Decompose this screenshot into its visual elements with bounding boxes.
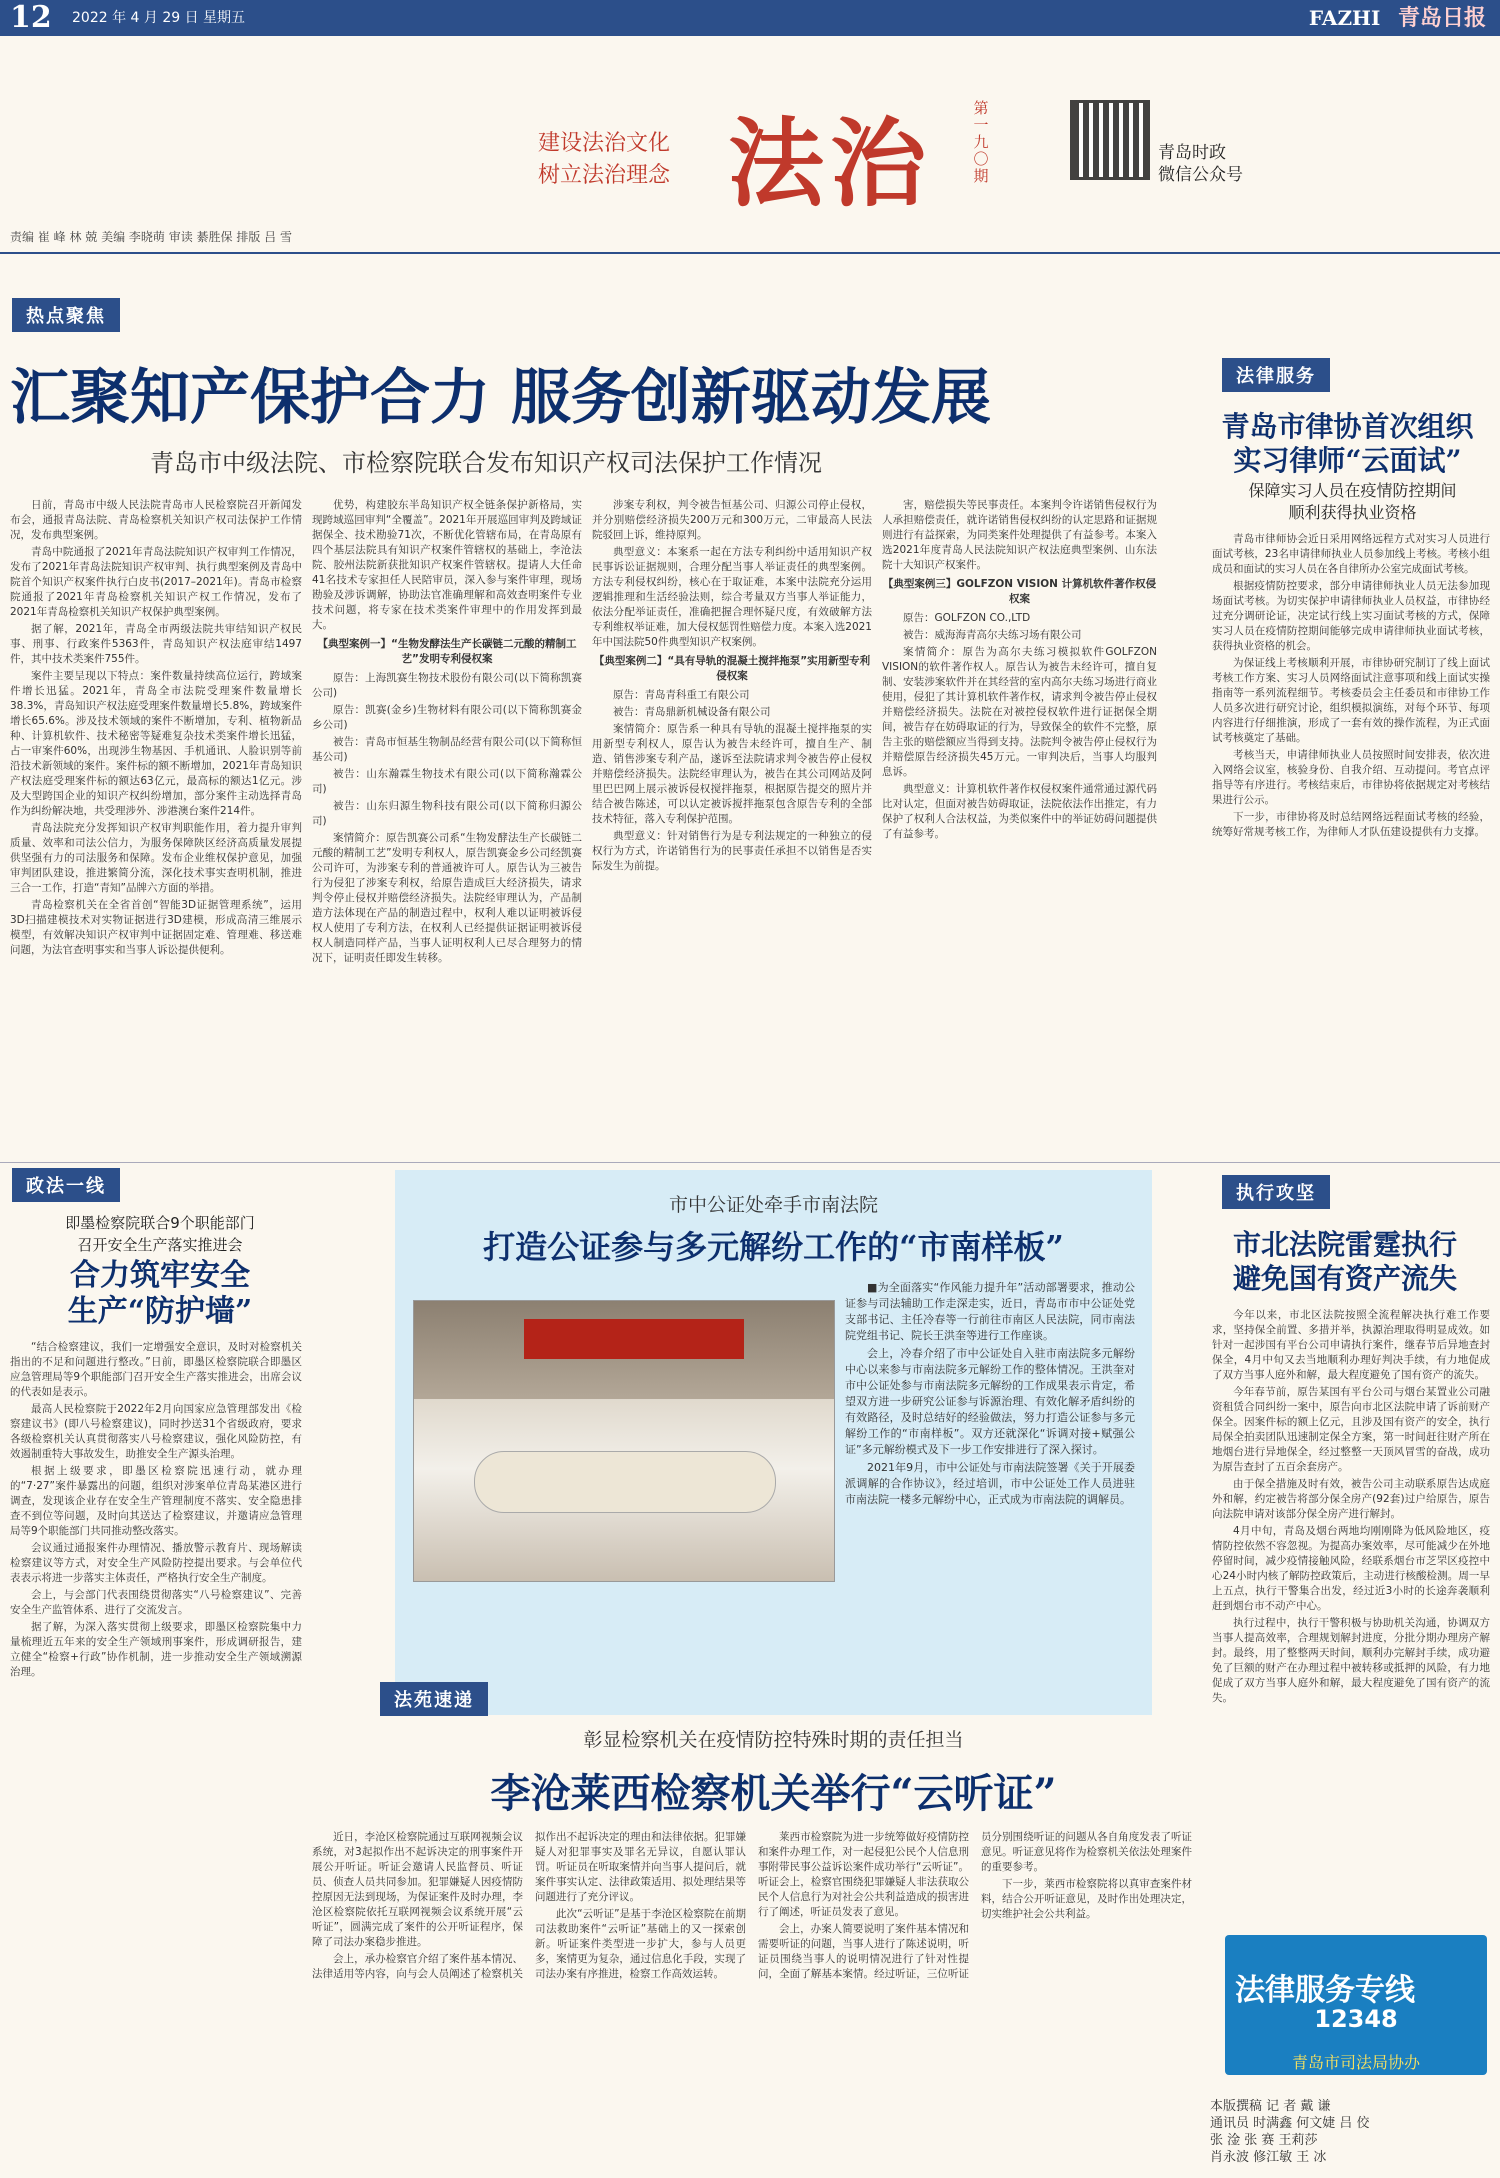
slogan-1: 建设法治文化 xyxy=(537,131,670,156)
section-tag-hot: 热点聚焦 xyxy=(12,298,120,332)
credits-block xyxy=(1210,2098,1370,2166)
exec-headline xyxy=(1200,1228,1490,1296)
paragraph: 害，赔偿损失等民事责任。本案判令许诺销售侵权行为人承担赔偿责任，就许诺销售侵权纠纷的认定思路和证据规则进行有益探索，为同类案件处理提供了有益参考。本案入选2021年度青岛人民法院知识产权法庭典型案例、山东法院十大知识产权案件。 xyxy=(882,499,1157,571)
section-tag-politics: 政法一线 xyxy=(12,1168,120,1202)
credit-line: 张 淦 张 赛 王莉莎 xyxy=(1210,2133,1318,2148)
masthead-slogan xyxy=(505,128,670,192)
photo-table xyxy=(474,1451,776,1513)
exec-title-1: 市北法院雷霆执行 xyxy=(1232,1228,1457,1261)
hotline-ad xyxy=(1225,1935,1487,2075)
masthead-divider xyxy=(0,252,1500,254)
page-number: 12 xyxy=(10,0,52,35)
section-divider xyxy=(0,1162,1500,1163)
paragraph: 会上，承办检察官介绍了案件基本情况、法律适用等内容，向与会人员阐述了检察机关拟作出不起诉决定的理由和法律依据。犯罪嫌疑人对犯罪事实及罪名无异议，自愿认罪认罚。听证员在听取案情并向当事人提问后，就案件事实认定、法律政策适用、拟处理结果等问题进行了充分评议。 xyxy=(312,1831,746,1980)
paragraph: 涉案专利权，判令被告恒基公司、归源公司停止侵权，并分别赔偿经济损失200万元和300万元，二审最高人民法院驳回上诉，维持原判。 xyxy=(592,499,872,541)
paragraph: 优势，构建胶东半岛知识产权全链条保护新格局，实现跨域巡回审判“全覆盖”。2021年开展巡回审判及跨域证据保全、技术勘验71次，不断优化管辖布局，在青岛原有四个基层法院具有知识产权案件管辖权的基础上，李沧法院、胶州法院新获批知识产权案件管辖权。提请人大任命41名技术专家担任人民陪审员，深入参与案件审理，现场勘验及涉诉调解，协助法官准确理解和高效查明案件专业技术问题，将专家在技术类案件审理中的作用发挥到最大。 xyxy=(312,499,582,631)
paragraph: 原告：上海凯赛生物技术股份有限公司(以下简称凯赛公司) xyxy=(312,672,582,699)
lead-column-1 xyxy=(10,498,302,1158)
qr-label-1: 青岛时政 xyxy=(1158,143,1226,163)
paragraph: 2021年9月，市中公证处与市南法院签署《关于开展委派调解的合作协议》，经过培训，市中公证处工作人员进驻市南法院一楼多元解纷中心，正式成为市南法院的调解员。 xyxy=(845,1461,1135,1506)
paragraph: 今年春节前，原告某国有平台公司与烟台某置业公司融资租赁合同纠纷一案中，原告向市北区法院申请了诉前财产保全。因案件标的额上亿元，且涉及国有资产的安全，执行局保全拍卖团队迅速制定保全方案，第一时间赶往财产所在地烟台进行异地保全，经过整整一天顶风冒雪的奋战，成功为原告查封了五百余套房产。 xyxy=(1212,1386,1490,1473)
section-tag-legal: 法律服务 xyxy=(1222,358,1330,392)
slogan-2: 树立法治理念 xyxy=(537,163,670,188)
issue-date: 2022 年 4 月 29 日 星期五 xyxy=(72,10,246,26)
paragraph: 案情简介：原告凯赛公司系“生物发酵法生产长碳链二元酸的精制工艺”发明专利权人，原告凯赛金乡公司经凯赛公司许可，为涉案专利的普通被许可人。原告认为三被告行为侵犯了涉案专利权，给原告造成巨大经济损失，请求判令停止侵权并赔偿经济损失。法院经审理认为，产品制造方法体现在产品的制造过程中，权利人难以证明被诉侵权人使用了专利方法，在权利人已经提供证据证明被诉侵权人制造同样产品，当事人证明权利人已尽合理努力的情况下，证明责任即发生转移。 xyxy=(312,832,582,964)
paragraph: 执行过程中，执行干警积极与协助机关沟通，协调双方当事人提高效率，合理规划解封进度，分批分期办理房产解封。最终，用了整整两天时间，顺利办完解封手续，成功避免了巨额的财产在办理过程中被转移或抵押的风险，有力地促成了双方当事人庭外和解，最大程度避免了国有资产的流失。 xyxy=(1212,1617,1490,1704)
paragraph: 原告：青岛青科重工有限公司 xyxy=(613,689,750,701)
exec-body xyxy=(1212,1308,1490,1928)
paragraph: 青岛市律师协会近日采用网络远程方式对实习人员进行面试考核，23名申请律师执业人员参加线上考核。考核小组成员和面试的实习人员在各自律所办公室完成面试考核。 xyxy=(1212,533,1490,575)
paragraph: 据了解，为深入落实贯彻上级要求，即墨区检察院集中力量梳理近五年来的安全生产领域刑事案件，形成调研报告，建立健全“检察+行政”协作机制，进一步推动安全生产领域溯源治理。 xyxy=(10,1621,302,1678)
politics-title-1: 合力筑牢安全 xyxy=(70,1258,250,1293)
paragraph: 原告：凯赛(金乡)生物材料有限公司(以下简称凯赛金乡公司) xyxy=(312,704,582,731)
credit-line: 肖永波 修江敏 王 冰 xyxy=(1210,2150,1327,2165)
paper-name xyxy=(1309,4,1486,32)
paragraph: 典型意义：针对销售行为是专利法规定的一种独立的侵权行为方式，许诺销售行为的民事责任承担不以销售是否实际发生为前提。 xyxy=(592,830,872,872)
paragraph: 被告：山东归源生物科技有限公司(以下简称归源公司) xyxy=(312,800,582,827)
paragraph: 被告：山东瀚霖生物技术有限公司(以下简称瀚霖公司) xyxy=(312,768,582,795)
paragraph: 根据疫情防控要求，部分申请律师执业人员无法参加现场面试考核。为切实保护申请律师执业人员权益，市律协经过充分调研论证，决定试行线上实习面试考核的方式，保障实习人员在疫情防控期间能够完成申请律师执业面试考核，获得执业资格的机会。 xyxy=(1212,580,1490,652)
politics-title-2: 生产“防护墙” xyxy=(67,1294,253,1329)
legal-subtitle xyxy=(1210,480,1495,524)
paragraph: 被告：青岛市恒基生物制品经营有限公司(以下简称恒基公司) xyxy=(312,736,582,763)
paragraph: “结合检察建议，我们一定增强安全意识，及时对检察机关指出的不足和问题进行整改。”日前，即墨区检察院联合即墨区应急管理局等9个职能部门召开安全生产落实推进会，出席会议的代表如是表示。 xyxy=(10,1341,302,1398)
section-tag-exec: 执行攻坚 xyxy=(1222,1175,1330,1209)
issue-number: 第一九〇期 xyxy=(973,99,989,185)
paragraph: 会上，与会部门代表围绕贯彻落实“八号检察建议”、完善安全生产监管体系、进行了交流发言。 xyxy=(10,1589,302,1616)
hotline-number: 12348 xyxy=(1314,2005,1398,2033)
paragraph: 近日，李沧区检察院通过互联网视频会议系统，对3起拟作出不起诉决定的刑事案件开展公开听证。听证会邀请人民监督员、听证员、侦查人员共同参加。犯罪嫌疑人因疫情防控原因无法到现场，为保证案件及时办理，李沧区检察院依托互联网视频会议系统开展“云听证”，圆满完成了案件的公开听证程序，保障了司法办案稳步推进。 xyxy=(312,1831,523,1948)
lead-column-2 xyxy=(312,498,582,1158)
feature-headline: 打造公证参与多元解纷工作的“市南样板” xyxy=(483,1228,1064,1266)
paragraph: 会上，冷春介绍了市中公证处自入驻市南法院多元解纷中心以来参与市南法院多元解纷工作的整体情况。王洪奎对市中公证处参与市南法院多元解纷的工作成果表示肯定，希望双方进一步研究公证参与诉源治理、有效化解矛盾纠纷的有效路径，及时总结好的经验做法，努力打造公证参与多元解纷工作的“市南样板”。双方还就深化“诉调对接+赋强公证”多元解纷模式及下一步工作安排进行了深入探讨。 xyxy=(845,1347,1135,1456)
fast-pretitle: 彰显检察机关在疫情防控特殊时期的责任担当 xyxy=(583,1729,964,1751)
paragraph: 下一步，莱西市检察院将以真审查案件材料，结合公开听证意见，及时作出处理决定，切实维护社会公共利益。 xyxy=(981,1878,1192,1920)
politics-body xyxy=(10,1340,302,2170)
hotline-org: 青岛市司法局协办 xyxy=(1291,2053,1420,2072)
paragraph: 莱西市检察院为进一步统筹做好疫情防控和案件办理工作，对一起侵犯公民个人信息刑事附带民事公益诉讼案件成功举行“云听证”。听证会上，检察官围绕犯罪嫌疑人非法获取公民个人信息行为对社会公共利益造成的损害进行了阐述，听证员发表了意见。 xyxy=(758,1831,969,1918)
legal-title-1: 青岛市律协首次组织 xyxy=(1221,410,1474,443)
paragraph: 典型意义：计算机软件著作权侵权案件通常通过源代码比对认定，但面对被告妨碍取证，法院依法作出推定，有力保护了权利人合法权益，为类似案件中的举证妨碍问题提供了有益参考。 xyxy=(882,783,1157,840)
politics-pre-2: 召开安全生产落实推进会 xyxy=(77,1236,243,1254)
photo-banner xyxy=(524,1319,744,1359)
paragraph: 原告：GOLFZON CO.,LTD xyxy=(903,612,1031,624)
top-bar xyxy=(0,0,1500,36)
exec-title-2: 避免国有资产流失 xyxy=(1232,1262,1457,1295)
paragraph: ■为全面落实“作风能力提升年”活动部署要求，推动公证参与司法辅助工作走深走实，近日，青岛市市中公证处党支部书记、主任冷春等一行前往市南区人民法院，同市南法院党组书记、院长王洪奎等进行工作座谈。 xyxy=(845,1281,1135,1342)
politics-pretitle xyxy=(20,1212,300,1256)
legal-subtitle-1: 保障实习人员在疫情防控期间 xyxy=(1248,481,1457,500)
paragraph: 青岛检察机关在全省首创“智能3D证据管理系统”，运用3D扫描建模技术对实物证据进行3D建模，形成高清三维展示模型，有效解决知识产权审判中证据固定难、管理难、移送难问题，为法官查明事实和当事人诉讼提供便利。 xyxy=(10,899,302,956)
lead-headline: 汇聚知产保护合力 服务创新驱动发展 xyxy=(10,363,991,433)
qr-label xyxy=(1158,142,1243,186)
paragraph: 根据上级要求，即墨区检察院迅速行动，就办理的“7·27”案件暴露出的问题，组织对涉案单位青岛某港区进行调查，发现该企业存在安全生产管理制度不落实、安全隐患排查不到位等问题，及时向其送达了检察建议，并邀请应急管理局等9个职能部门共同推动整改落实。 xyxy=(10,1465,302,1537)
meeting-photo xyxy=(413,1300,835,1582)
legal-subtitle-2: 顺利获得执业资格 xyxy=(1288,503,1417,522)
paragraph: 此次“云听证”是基于李沧区检察院在前期司法救助案件“云听证”基础上的又一探索创新。听证案件类型进一步扩大，参与人员更多，案情更为复杂，通过信息化手段，实现了司法办案有序推进，检察工作高效运转。 xyxy=(535,1908,746,1980)
paragraph: 今年以来，市北区法院按照全流程解决执行难工作要求，坚持保全前置、多措并举，执源治理取得明显成效。如针对一起涉国有平台公司申请执行案件，继春节后异地查封保全，4月中旬又去当地顺利办理好判决手续，有力地促成了双方当事人庭外和解，最大程度避免了国有资产的流失。 xyxy=(1212,1309,1490,1381)
paragraph: 青岛法院充分发挥知识产权审判职能作用，着力提升审判质量、效率和司法公信力，为服务保障陕区经济高质量发展提供坚强有力的司法服务和保障。发布企业维权保护意见，加强审判团队建设，推进繁简分流，深化技术事实查明机制，推进三合一工作，打造“青知”品牌六方面的举措。 xyxy=(10,822,302,894)
fast-headline: 李沧莱西检察机关举行“云听证” xyxy=(490,1770,1057,1817)
hotline-title: 法律服务专线 xyxy=(1235,1973,1415,2008)
paragraph: 下一步，市律协将及时总结网络远程面试考核的经验，统筹好常规考核工作，为律师人才队伍建设提供有力支撑。 xyxy=(1212,811,1490,838)
section-en: FAZHI xyxy=(1308,6,1381,30)
paragraph: 会议通过通报案件办理情况、播放警示教育片、现场解读检察建议等方式，对安全生产风险防控提出要求。与会单位代表表示将进一步落实主体责任，严格执行安全生产制度。 xyxy=(10,1542,302,1584)
legal-title-2: 实习律师“云面试” xyxy=(1233,444,1462,477)
paragraph: 案件主要呈现以下特点：案件数量持续高位运行，跨域案件增长迅猛。2021年，青岛全市法院受理案件数量增长38.3%，青岛知识产权法庭受理案件数量增长5.8%，跨域案件增长65.6%。涉及技术领域的案件不断增加，专利、植物新品种、计算机软件、技术秘密等疑难复杂技术类案件增长迅猛，占一审案件60%，出现涉生物基因、手机通讯、人脸识别等前沿技术新领域的案件。案件标的额不断增加，2021年青岛知识产权法庭受理案件标的额达63亿元，最高标的额达1亿元。涉及大型跨国企业的知识产权纠纷增加，部分案件主动选择青岛作为纠纷解决地，共受理涉外、涉港澳台案件214件。 xyxy=(10,670,302,817)
lead-column-4 xyxy=(882,498,1157,1158)
case-title-2: 【典型案例二】“具有导轨的混凝土搅拌拖泵”实用新型专利侵权案 xyxy=(593,655,871,682)
case-title-1: 【典型案例一】“生物发酵法生产长碳链二元酸的精制工艺”发明专利侵权案 xyxy=(317,638,577,665)
paragraph: 案情简介：原告为高尔夫练习模拟软件GOLFZON VISION的软件著作权人。原告认为被告未经许可，擅自复制、安装涉案软件并在其经营的室内高尔夫练习场进行商业使用，侵犯了其计算机软件著作权，请求判令被告停止侵权并赔偿经济损失。法院在对被控侵权软件进行证据保全期间，被告存在妨碍取证的行为，导致保全的软件不完整，原告主张的赔偿额应当得到支持。法院判令被告停止侵权行为并赔偿原告经济损失45万元。一审判决后，当事人均服判息诉。 xyxy=(882,646,1157,778)
paragraph: 为保证线上考核顺利开展，市律协研究制订了线上面试考核工作方案、实习人员网络面试注意事项和线上面试实操指南等一系列流程细节。考核委员会主任委员和市律协工作人员多次进行研究讨论，组织模拟演练，对每个环节、每项内容进行仔细推演，形成了一套有效的操作流程，为正式面试考核奠定了基础。 xyxy=(1212,657,1490,744)
paragraph: 被告：青岛鼎新机械设备有限公司 xyxy=(613,706,771,718)
paragraph: 最高人民检察院于2022年2月向国家应急管理部发出《检察建议书》(即八号检察建议)，同时抄送31个省级政府，要求各级检察机关认真贯彻落实八号检察建议，强化风险防控，有效遏制重特大事故发生，助推安全生产源头治理。 xyxy=(10,1403,302,1460)
masthead-title: 法治 xyxy=(728,107,932,220)
fast-body xyxy=(312,1830,1192,2170)
case-title-3: 【典型案例三】GOLFZON VISION 计算机软件著作权侵权案 xyxy=(882,578,1157,605)
section-tag-fast: 法苑速递 xyxy=(380,1682,488,1716)
paragraph: 被告：威海海青高尔夫练习场有限公司 xyxy=(903,629,1082,641)
politics-pre-1: 即墨检察院联合9个职能部门 xyxy=(65,1214,255,1232)
credit-line: 本版撰稿 记 者 戴 谦 xyxy=(1210,2099,1331,2114)
paragraph: 日前，青岛市中级人民法院青岛市人民检察院召开新闻发布会，通报青岛法院、青岛检察机关知识产权司法保护工作情况，发布典型案例。 xyxy=(10,499,302,541)
feature-box xyxy=(395,1170,1152,1715)
paragraph: 考核当天，申请律师执业人员按照时间安排表，依次进入网络会议室，核验身份、自我介绍、互动提问。考官点评指导等有序进行。考核结束后，市律协将依据规定对考核结果进行公示。 xyxy=(1212,749,1490,806)
qr-code[interactable] xyxy=(1070,100,1150,180)
legal-headline xyxy=(1200,410,1495,478)
paragraph: 4月中旬，青岛及烟台两地均刚刚降为低风险地区，疫情防控依然不容忽视。为提高办案效率，尽可能减少在外地停留时间，减少疫情接触风险，经联系烟台市芝罘区疫控中心24小时内核了解防控政策后，主动进行核酸检测。周一早上五点，执行干警集合出发，经过近3小时的长途奔袭顺利赶到烟台市不动产中心。 xyxy=(1212,1525,1490,1612)
lead-subtitle: 青岛市中级法院、市检察院联合发布知识产权司法保护工作情况 xyxy=(150,449,822,477)
legal-body xyxy=(1212,532,1490,1147)
paragraph: 典型意义：本案系一起在方法专利纠纷中适用知识产权民事诉讼证据规则，合理分配当事人举证责任的典型案例。方法专利侵权纠纷，核心在于取证难，本案中法院充分运用逻辑推理和生活经验法则，综合考量双方当事人举证能力，依法分配举证责任，准确把握合理怀疑尺度，有效破解方法专利维权举证难，加大侵权惩罚性赔偿力度。本案入选2021年中国法院50件典型知识产权案例。 xyxy=(592,546,872,648)
politics-headline xyxy=(20,1258,300,1330)
credit-line: 通讯员 时满鑫 何文婕 吕 佼 xyxy=(1210,2116,1370,2131)
feature-body xyxy=(845,1280,1135,1705)
editors-line: 责编 崔 峰 林 兢 美编 李晓萌 审读 綦胜保 排版 吕 雪 xyxy=(10,230,292,244)
qr-label-2: 微信公众号 xyxy=(1158,165,1243,185)
paragraph: 据了解，2021年，青岛全市两级法院共审结知识产权民事、刑事、行政案件5363件，青岛知识产权法庭审结1497件，其中技术类案件755件。 xyxy=(10,623,302,665)
paragraph: 青岛中院通报了2021年青岛法院知识产权审判工作情况，发布了2021年青岛法院知识产权审判、执行典型案例及青岛中院首个知识产权案件执行白皮书(2017–2021年)。青岛市检察院通报了2021年青岛检察机关知识产权工作情况，发布了2021年青岛检察机关知识产权保护典型案例。 xyxy=(10,546,302,618)
lead-column-3 xyxy=(592,498,872,1158)
paragraph: 由于保全措施及时有效，被告公司主动联系原告达成庭外和解，约定被告将部分保全房产(92套)过户给原告，原告向法院申请对该部分保全房产进行解封。 xyxy=(1212,1478,1490,1520)
paragraph: 会上，办案人简要说明了案件基本情况和需要听证的问题，当事人进行了陈述说明，听证员围绕当事人的说明情况进行了针对性提问，全面了解基本案情。经过听证，三位听证员分别围绕听证的问题从各自角度发表了听证意见。听证意见将作为检察机关依法处理案件的重要参考。 xyxy=(758,1831,1192,1980)
feature-pretitle: 市中公证处牵手市南法院 xyxy=(668,1194,878,1216)
paper-logo: 青岛日报 xyxy=(1397,6,1486,31)
paragraph: 案情简介：原告系一种具有导轨的混凝土搅拌拖泵的实用新型专利权人，原告认为被告未经许可，擅自生产、制造、销售涉案专利产品，遂诉至法院请求判令被告停止侵权并赔偿经济损失。法院经审理认为，被告在其公司网站及阿里巴巴网上展示被诉侵权搅拌拖泵，根据原告提交的照片并结合被告陈述，可以认定被诉搅拌拖泵包含原告专利的全部技术特征，落入专利保护范围。 xyxy=(592,723,872,825)
